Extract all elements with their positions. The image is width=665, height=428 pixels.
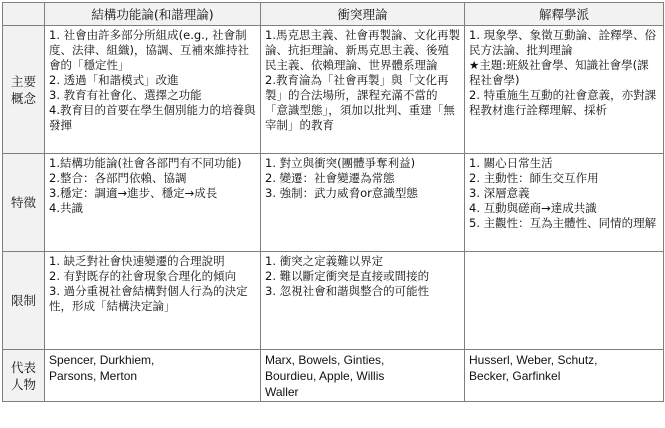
cell-line: 1. 衝突之定義難以界定 (265, 254, 384, 268)
cell-representatives-conflict-theory (261, 350, 465, 402)
corner-cell (3, 3, 45, 26)
cell-main-concepts-structural-functionalism (45, 26, 261, 154)
cell-line: 4. 互動與磋商→達成共識 (469, 201, 597, 215)
cell-characteristics-interpretive-school (465, 154, 664, 252)
cell-characteristics-conflict-theory (261, 154, 465, 252)
cell-line: Husserl, Weber, Schutz, (469, 353, 598, 367)
cell-line: ★主題:班級社會學、知識社會學(課程社會學) (469, 58, 649, 87)
row-header-limitations (3, 252, 45, 350)
row-header-characteristics (3, 154, 45, 252)
cell-line: 4.教育目的首要在學生個別能力的培養與發揮 (49, 103, 256, 132)
cell-line: Parsons, Merton (49, 369, 138, 383)
cell-line: 2. 主動性：師生交互作用 (469, 171, 599, 185)
cell-line: 3. 教育有社會化、選擇之功能 (49, 88, 202, 102)
row-header-representatives (3, 350, 45, 402)
cell-line: 4.共識 (49, 201, 83, 215)
row-header-text: 特徵 (10, 195, 36, 210)
cell-line: Bourdieu, Apple, Willis (265, 369, 385, 383)
cell-line: 2. 難以斷定衝突是直接或間接的 (265, 269, 430, 283)
cell-main-concepts-conflict-theory (261, 26, 465, 154)
cell-line: 2.教育淪為「社會再製」與「文化再製」的合法場所，課程充滿不當的「意識型態」，須加以批判、重建「無宰制」的教育 (265, 73, 455, 132)
cell-characteristics-structural-functionalism (45, 154, 261, 252)
table-row-characteristics (3, 154, 664, 252)
cell-line: 3. 忽視社會和諧與整合的可能性 (265, 284, 430, 298)
cell-line: 3. 強制：武力威脅or意識型態 (265, 186, 418, 200)
cell-line: 3.穩定：調適→進步、穩定→成長 (49, 186, 218, 200)
cell-limitations-interpretive-school (465, 252, 664, 350)
cell-representatives-structural-functionalism (45, 350, 261, 402)
row-header-text: 人物 (10, 376, 36, 392)
cell-line: 2. 特重施生互動的社會意義，亦對課程教材進行詮釋理解、採析 (469, 88, 657, 117)
column-header-structural-functionalism: 結構功能論(和諧理論) (45, 3, 261, 26)
cell-line: 2. 變遷：社會變遷為常態 (265, 171, 395, 185)
theory-comparison-table (2, 2, 664, 402)
cell-line: Becker, Garfinkel (469, 369, 561, 383)
row-header-main-concepts (3, 26, 45, 154)
cell-line: 3. 過分重視社會結構對個人行為的決定性，形成「結構決定論」 (49, 284, 248, 313)
header-row (3, 3, 664, 26)
cell-line: 1. 缺乏對社會快速變遷的合理說明 (49, 254, 225, 268)
cell-line: 2. 有對既存的社會現象合理化的傾向 (49, 269, 237, 283)
cell-line: 1.結構功能論(社會各部門有不同功能) (49, 156, 242, 170)
cell-line: 1. 關心日常生活 (469, 156, 553, 170)
cell-line: Waller (265, 385, 299, 399)
row-header-text: 概念 (10, 90, 36, 106)
cell-limitations-conflict-theory (261, 252, 465, 350)
table-row-main-concepts (3, 26, 664, 154)
cell-line: 1. 社會由許多部分所組成(e.g., 社會制度、法律、組織)，協調、互補來維持社會的「穩定性」 (49, 28, 249, 72)
row-header-text: 代表 (10, 359, 36, 375)
table-row-limitations (3, 252, 664, 350)
cell-line: 2.整合：各部門依賴、協調 (49, 171, 187, 185)
cell-line: 2. 透過「和諧模式」改進 (49, 73, 179, 87)
cell-representatives-interpretive-school (465, 350, 664, 402)
column-header-interpretive-school: 解釋學派 (465, 3, 664, 26)
column-header-conflict-theory: 衝突理論 (261, 3, 465, 26)
cell-line: 1. 現象學、象徵互動論、詮釋學、俗民方法論、批判理論 (469, 28, 657, 57)
cell-line: 1. 對立與衝突(團體爭奪利益) (265, 156, 416, 170)
row-header-text: 主要 (10, 73, 36, 89)
table-row-representatives (3, 350, 664, 402)
cell-line: Spencer, Durkhiem, (49, 353, 155, 367)
cell-main-concepts-interpretive-school (465, 26, 664, 154)
cell-limitations-structural-functionalism (45, 252, 261, 350)
row-header-text: 限制 (10, 293, 36, 308)
cell-line: Marx, Bowels, Ginties, (265, 353, 385, 367)
cell-line: 5. 主觀性：互為主體性、同情的理解 (469, 216, 657, 230)
cell-line: 3. 深層意義 (469, 186, 530, 200)
cell-line: 1.馬克思主義、社會再製論、文化再製論、抗拒理論、新馬克思主義、後殖民主義、依賴理論、世界體系理論 (265, 28, 460, 72)
